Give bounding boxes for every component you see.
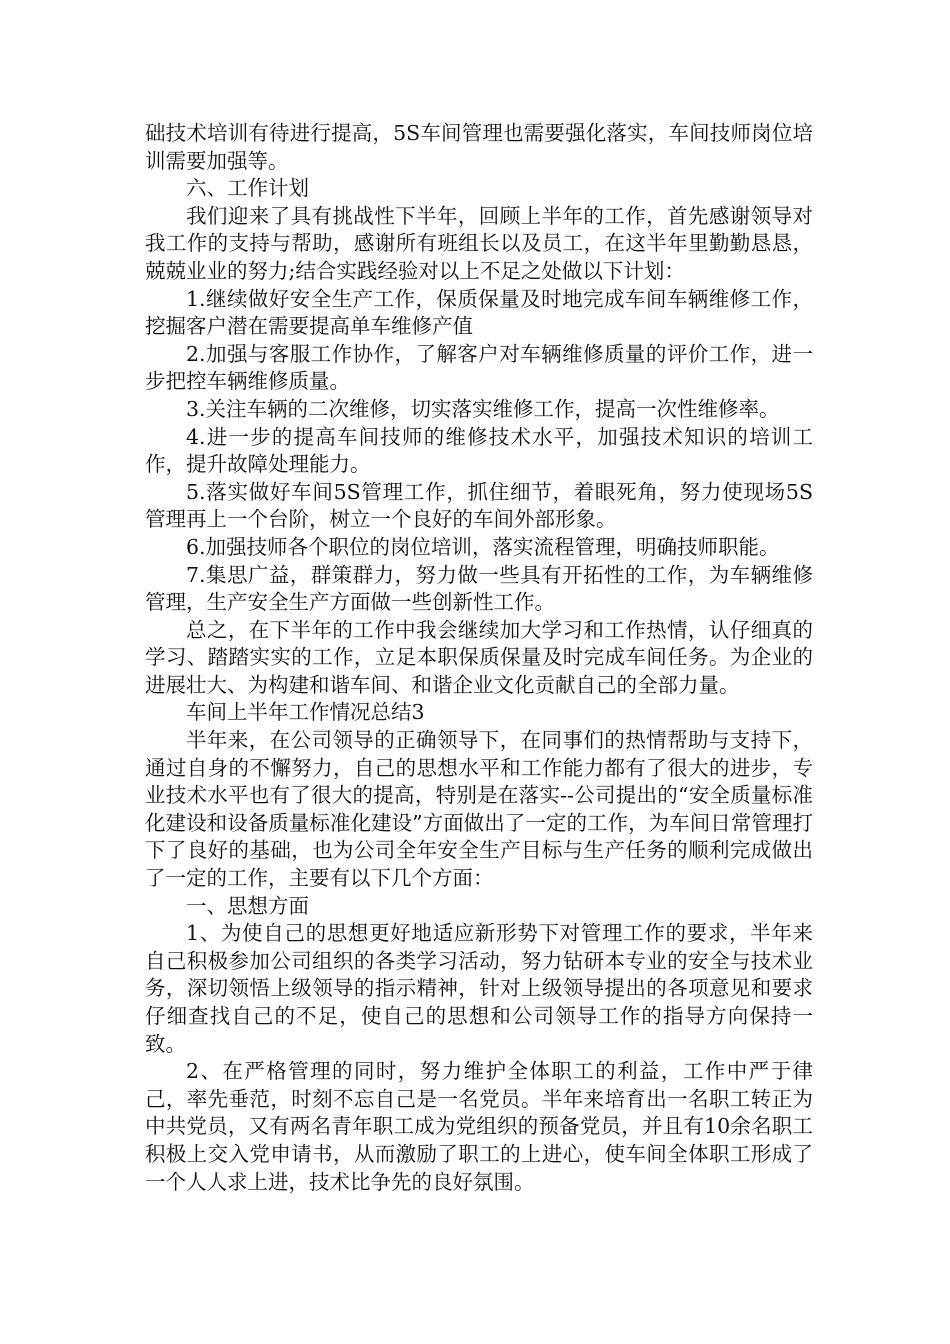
plan-item-1: 1.继续做好安全生产工作，保质保量及时地完成车间车辆维修工作，挖掘客户潜在需要提高单车维修产值 — [145, 286, 813, 339]
paragraph-continuation: 础技术培训有待进行提高，5S车间管理也需要强化落实，车间技师岗位培训需要加强等。 — [145, 121, 813, 173]
paragraph-summary-intro: 半年来，在公司领导的正确领导下，在同事们的热情帮助与支持下，通过自身的不懈努力，自己的思想水平和工作能力都有了很大的进步，专业技术水平也有了很大的提高，特别是在落实--公司提出的“安全质量标准化建设和设备质量标准化建设”方面做出了一定的工作，为车间日常管理打下了良好的基础，也为公司全年安全生产目标与生产任务的顺利完成做出了一定的工作，主要有以下几个方面： — [145, 728, 813, 891]
section-heading-summary-3: 车间上半年工作情况总结3 — [186, 700, 425, 725]
document-body — [145, 120, 813, 1196]
plan-item-3: 3.关注车辆的二次维修，切实落实维修工作，提高一次性维修率。 — [186, 396, 780, 421]
plan-item-5: 5.落实做好车间5S管理工作，抓住细节，着眼死角，努力使现场5S管理再上一个台阶，树立一个良好的车间外部形象。 — [145, 479, 813, 532]
paragraph-conclusion: 总之，在下半年的工作中我会继续加大学习和工作热情，认仔细真的学习、踏踏实实的工作，立足本职保质保量及时完成车间任务。为企业的进展壮大、为构建和谐车间、和谐企业文化贡献自己的全部力量。 — [145, 617, 813, 697]
thought-item-2: 2、在严格管理的同时，努力维护全体职工的利益，工作中严于律己，率先垂范，时刻不忘自己是一名党员。半年来培育出一名职工转正为中共党员，又有两名青年职工成为党组织的预备党员，并且有10余名职工积极上交入党申请书，从而激励了职工的上进心，使车间全体职工形成了一个人人求上进，技术比争先的良好氛围。 — [145, 1059, 813, 1194]
plan-item-7: 7.集思广益，群策群力，努力做一些具有开拓性的工作，为车辆维修管理，生产安全生产方面做一些创新性工作。 — [145, 562, 813, 615]
section-heading-thought: 一、思想方面 — [186, 893, 309, 918]
section-heading-work-plan: 六、工作计划 — [186, 176, 309, 201]
thought-item-1: 1、为使自己的思想更好地适应新形势下对管理工作的要求，半年来自己积极参加公司组织的各类学习活动，努力钻研本专业的安全与技术业务，深切领悟上级领导的指示精神，针对上级领导提出的各项意见和要求仔细查找自己的不足，使自己的思想和公司领导工作的指导方向保持一致。 — [145, 921, 813, 1056]
paragraph-plan-intro: 我们迎来了具有挑战性下半年，回顾上半年的工作，首先感谢领导对我工作的支持与帮助，感谢所有班组长以及员工，在这半年里勤勤恳恳，兢兢业业的努力;结合实践经验对以上不足之处做以下计划： — [145, 203, 813, 283]
plan-item-6: 6.加强技师各个职位的岗位培训，落实流程管理，明确技师职能。 — [186, 534, 780, 559]
plan-item-2: 2.加强与客服工作协作，了解客户对车辆维修质量的评价工作，进一步把控车辆维修质量。 — [145, 341, 813, 394]
plan-item-4: 4.进一步的提高车间技师的维修技术水平，加强技术知识的培训工作，提升故障处理能力。 — [145, 424, 813, 477]
